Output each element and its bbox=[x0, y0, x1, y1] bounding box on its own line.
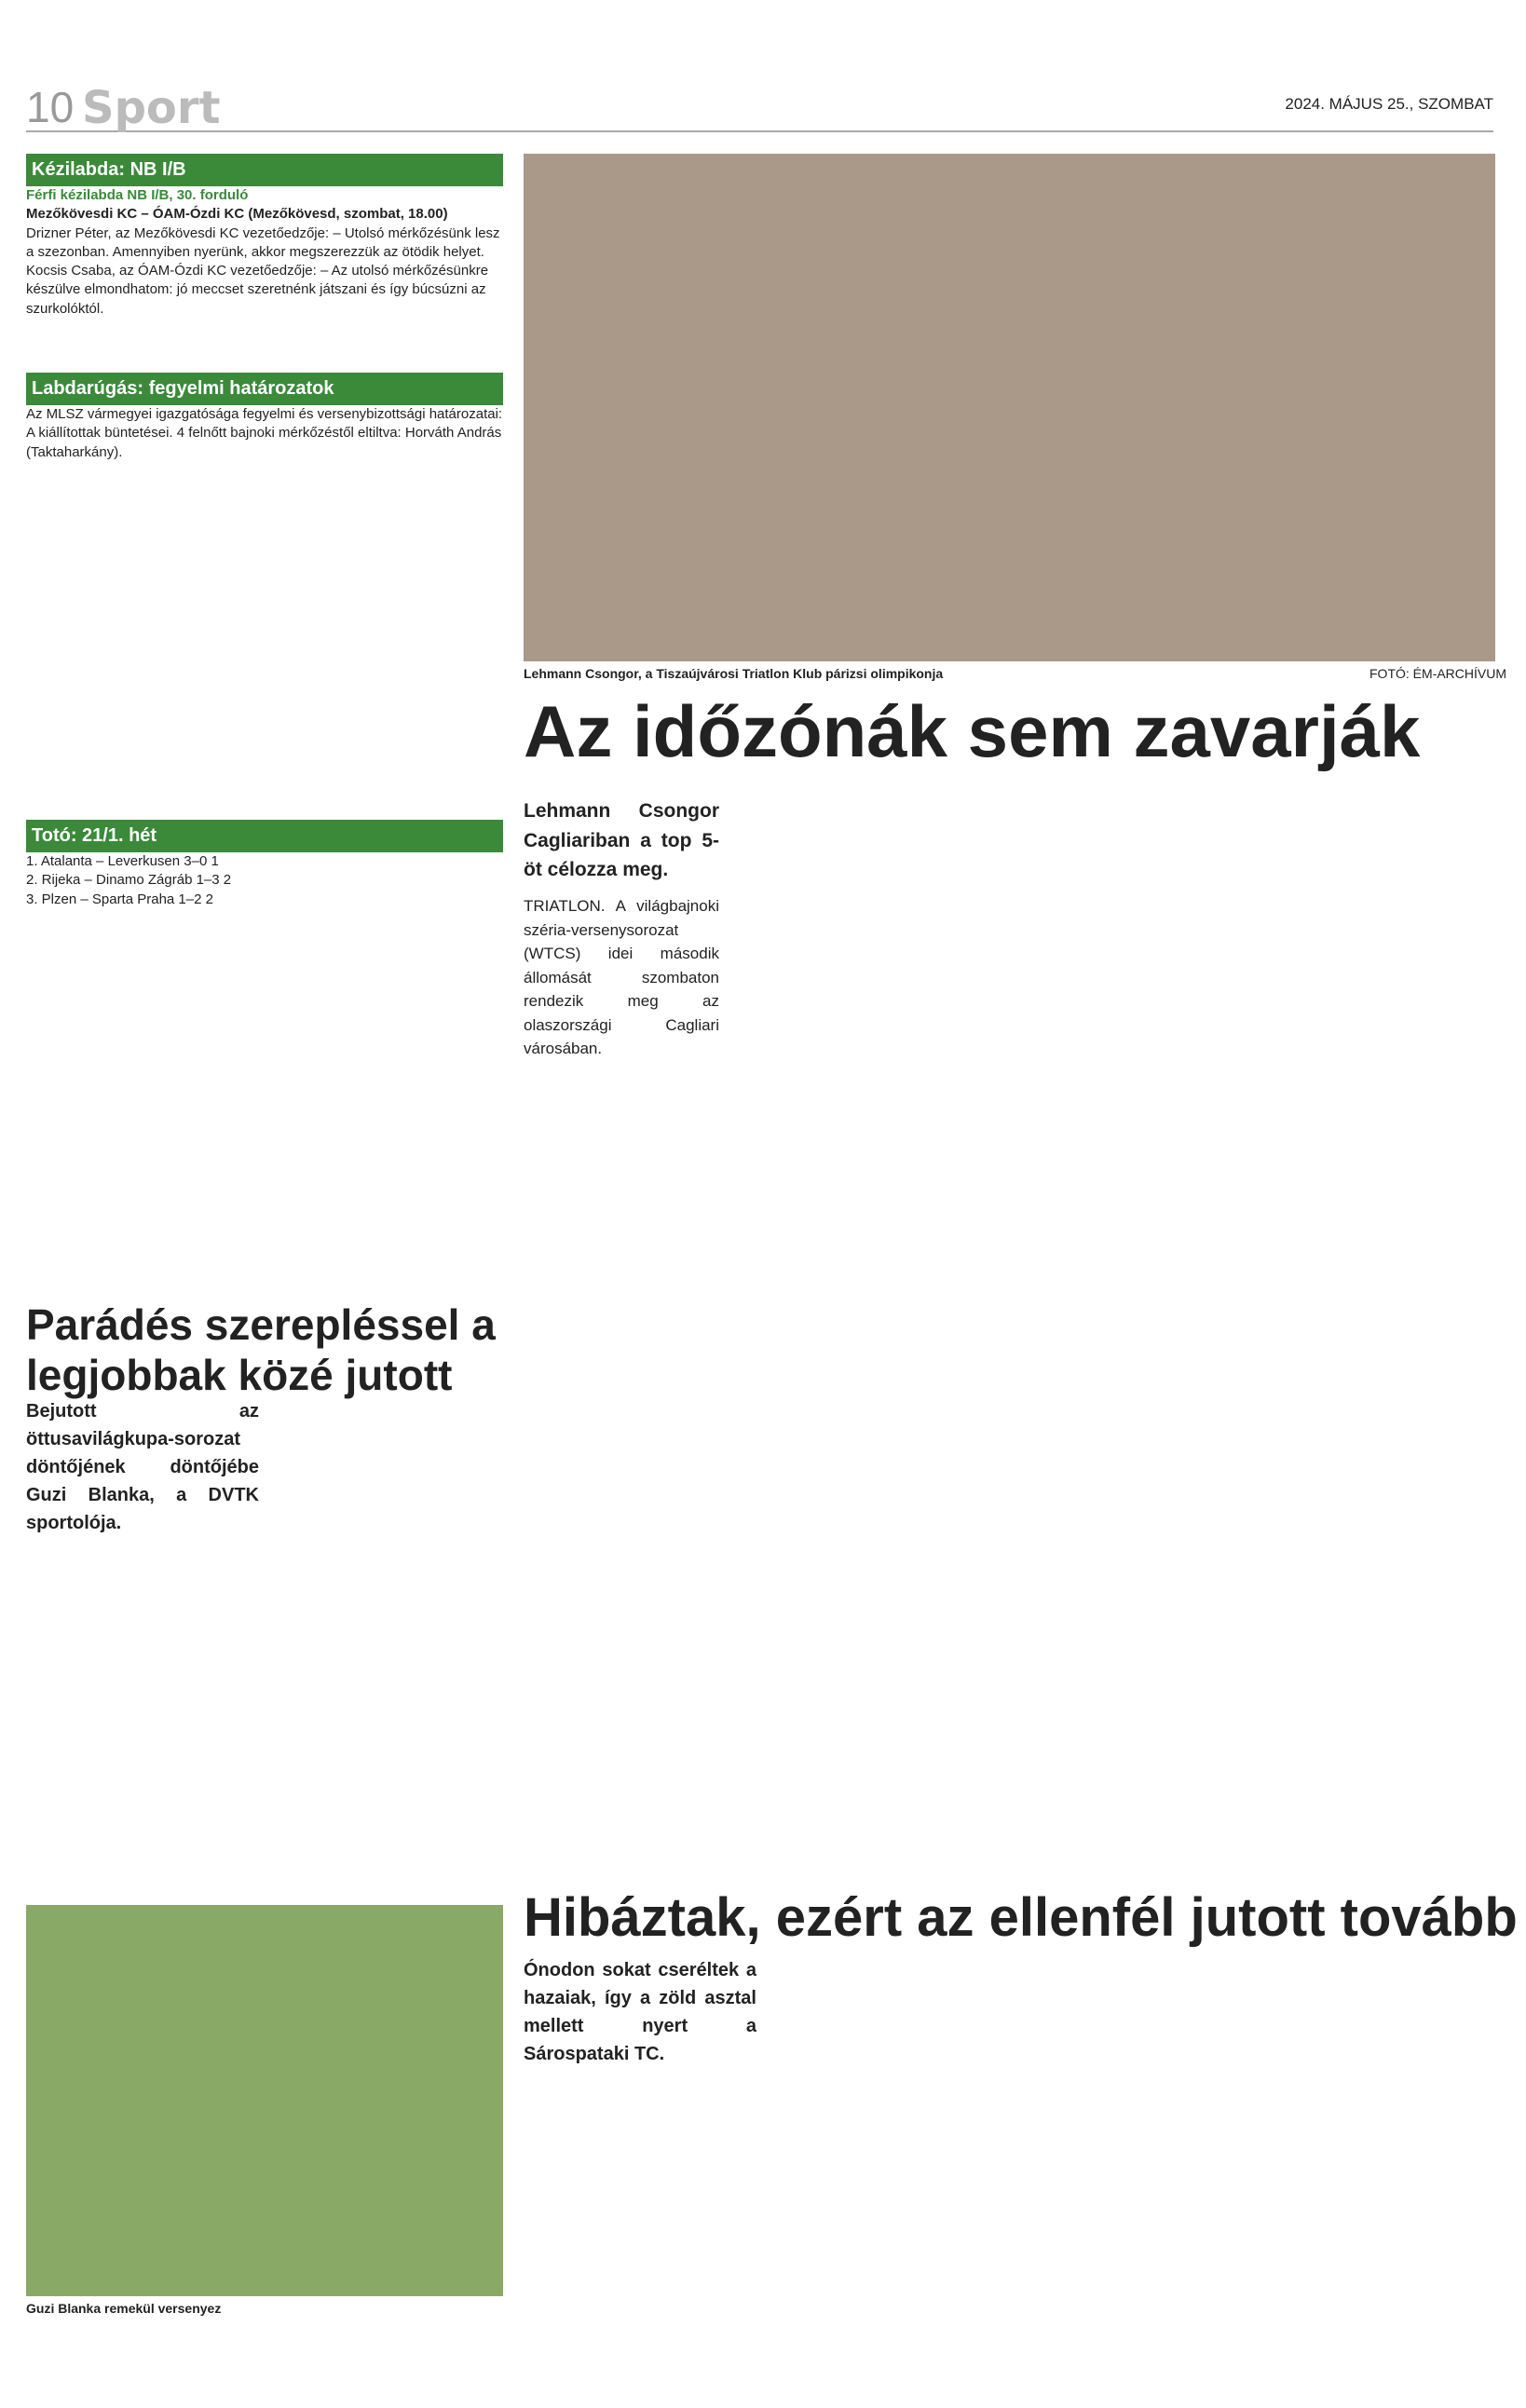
fegy-box bbox=[26, 373, 503, 462]
lehmann-photo bbox=[524, 154, 1495, 661]
h2-caption: Guzi Blanka remekül versenyez bbox=[26, 2301, 222, 2316]
toto-box bbox=[26, 820, 503, 909]
nb1b-p1: Drizner Péter, az Mezőkövesdi KC vezetőedzője: – Utolsó mérkőzésünk lesz a szezonban. Amennyiben nyerünk, akkor megszerezzük az ötödik helyet. bbox=[26, 224, 500, 260]
nb1b-p2: Kocsis Csaba, az ÓAM-Ózdi KC vezetőedzője: – Az utolsó mérkőzésünkre készülve elmondhatom: jó meccset szeretnénk játszani és így búcsúzni az szurkolóktól. bbox=[26, 263, 489, 317]
toto-row: 2. Rijeka – Dinamo Zágráb 1–3 2 bbox=[26, 872, 232, 889]
main-credit: FOTÓ: ÉM-ARCHÍVUM bbox=[1369, 666, 1506, 681]
main-lead: Lehmann Csongor Cagliariban a top 5-öt célozza meg. bbox=[524, 800, 719, 880]
fegy-title: Labdarúgás: fegyelmi határozatok bbox=[26, 373, 503, 405]
h3-headline: Hibáztak, ezért az ellenfél jutott tovább bbox=[524, 1887, 1518, 1948]
main-text: TRIATLON. A világbajnoki széria-versenysorozat (WTCS) idei második állomását szombaton rendezik meg az olaszországi Cagliari városában. bbox=[524, 897, 719, 1057]
guzi-photo bbox=[26, 1905, 503, 2296]
nb1b-box bbox=[26, 154, 503, 319]
fegy-text: Az MLSZ vármegyei igazgatósága fegyelmi és versenybizottsági határozatai: A kiállítottak büntetései. 4 felnőtt bajnoki mérkőzéstől eltiltva: Horváth András (Taktaharkány). bbox=[26, 406, 503, 460]
issue-date: 2024. MÁJUS 25., SZOMBAT bbox=[1285, 95, 1493, 113]
nb1b-title: Kézilabda: NB I/B bbox=[26, 154, 503, 186]
h2-headline: Parádés szerepléssel a legjobbak közé jutott bbox=[26, 1300, 496, 1399]
toto-title: Totó: 21/1. hét bbox=[26, 820, 503, 852]
toto-row: 1. Atalanta – Leverkusen 3–0 1 bbox=[26, 853, 219, 869]
h3-lead: Ónodon sokat cseréltek a hazaiak, így a zöld asztal mellett nyert a Sárospataki TC. bbox=[524, 1960, 756, 2064]
main-headline: Az időzónák sem zavarják bbox=[524, 690, 1421, 772]
page-number: 10 bbox=[26, 83, 75, 131]
toto-row: 3. Plzen – Sparta Praha 1–2 2 bbox=[26, 891, 213, 907]
nb1b-sub: Férfi kézilabda NB I/B, 30. forduló bbox=[26, 187, 249, 203]
page-header bbox=[26, 82, 1493, 132]
main-caption: Lehmann Csongor, a Tiszaújvárosi Triatlon Klub párizsi olimpikonja bbox=[524, 666, 944, 681]
h2-lead: Bejutott az öttusavilágkupa-sorozat döntőjének döntőjébe Guzi Blanka, a DVTK sportolója. bbox=[26, 1401, 259, 1533]
nb1b-match: Mezőkövesdi KC – ÓAM-Ózdi KC (Mezőkövesd, szombat, 18.00) bbox=[26, 206, 448, 223]
section-title: Sport bbox=[82, 82, 221, 134]
